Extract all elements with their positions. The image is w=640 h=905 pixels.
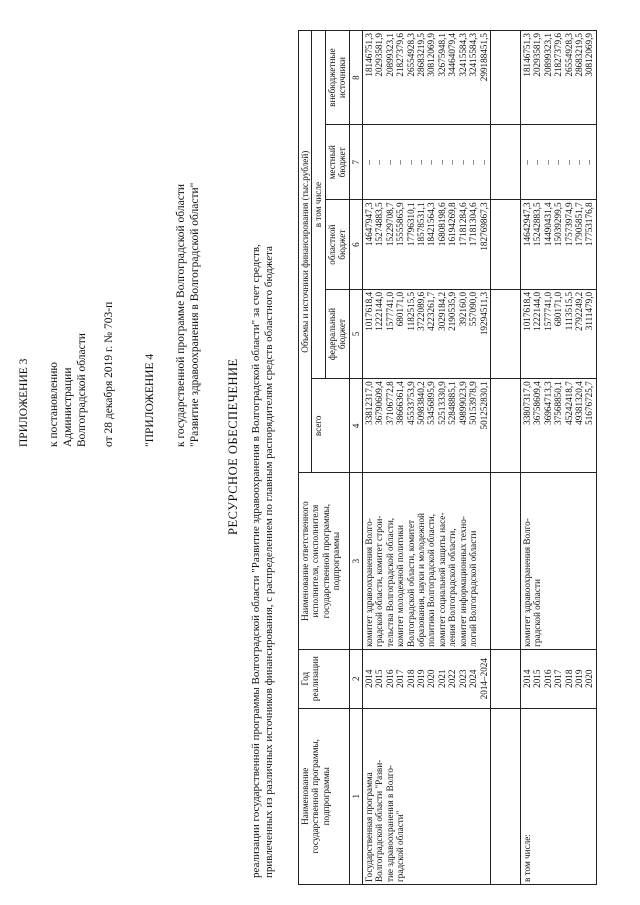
offbudget-cell: 18146751,3 20293581,9 20899323,1 21827379,6 26554928,3 28683219,5 30812069,9 xyxy=(520,31,596,125)
program-name-cell: Государственная программа Волгоградской области "Разви- тие здравоохранения в Волго- градской области" xyxy=(363,708,491,884)
header-offbudget: внебюджетные источники xyxy=(325,31,349,125)
years-cell: 2014 2015 2016 2017 2018 2019 2020 2021 2022 2023 2024 2014–2024 xyxy=(363,649,491,708)
federal-cell: 1017618,4 1222144,0 1577741,0 680171,0 1182515,5 3722089,6 4223261,7 3029184,2 2190535,9 392160,0 557090,0 19294511,3 xyxy=(363,289,491,378)
column-number: 7 xyxy=(349,125,362,200)
column-number: 2 xyxy=(349,649,362,708)
total-cell: 33812317,0 36790609,4 37106772,8 38666361,4 45533753,9 50983840,2 53456895,9 52513330,9 52848885,1 49899023,9 50153978,9 501252830,1 xyxy=(363,379,491,473)
header-executor: Наименование ответственного исполнителя, соисполнителя государственной программы, подпрограммы xyxy=(299,473,350,649)
to-resolution-label: к постановлению xyxy=(48,362,60,447)
column-number: 5 xyxy=(349,289,362,378)
resolution-date: от 28 декабря 2019 г. № 703-п xyxy=(103,301,115,447)
spacer-row xyxy=(490,31,520,885)
years-cell: 2014 2015 2016 2017 2018 2019 2020 xyxy=(520,649,596,708)
header-year: Год реализации xyxy=(299,649,350,708)
header-local: местный бюджет xyxy=(325,125,349,200)
column-number: 8 xyxy=(349,31,362,125)
header-total: всего xyxy=(312,379,349,473)
header-federal: федеральный бюджет xyxy=(325,289,349,378)
administration-label: Администрации xyxy=(62,367,74,447)
total-cell: 33807317,0 36758609,4 36964713,3 37568850,1 45242418,7 49381320,4 51676725,7 xyxy=(520,379,596,473)
column-number: 3 xyxy=(349,473,362,649)
appendix-3-label: ПРИЛОЖЕНИЕ 3 xyxy=(18,358,30,447)
document-subtitle-line1: реализации государственной программы Волгоградской области "Развитие здравоохранения в Волгоградской области" за счет средств, xyxy=(250,244,262,878)
column-number: 1 xyxy=(349,708,362,884)
federal-cell: 1017618,4 1222144,0 1577741,0 680171,0 1113515,5 2792249,2 3111479,0 xyxy=(520,289,596,378)
resource-table xyxy=(298,30,597,885)
program-reference-line2: "Развитие здравоохранения в Волгоградской области" xyxy=(189,182,201,447)
appendix-4-label: "ПРИЛОЖЕНИЕ 4 xyxy=(144,353,156,447)
executor-cell: комитет здравоохранения Волго- градской области, комитет строи- тельства Волгоградской области, комитет молодежной политики Волгоградской области, комитет образования, науки и молодежной политики Волгоградской области, комитет социальной защиты насе- ления Волгоградской области, комитет информационных техно- логий Волгоградской области xyxy=(363,473,491,649)
header-program-name: Наименование государственной программы, подпрограммы xyxy=(299,708,350,884)
program-reference-line1: к государственной программе Волгоградской области xyxy=(175,184,187,447)
header-regional: областной бюджет xyxy=(325,200,349,289)
region-label: Волгоградской области xyxy=(76,333,88,447)
offbudget-cell: 18146751,3 20293581,9 20899323,1 21827379,6 26554928,3 28683219,5 30812069,9 32675948,1 34464079,4 32415584,3 32415584,3 299188451,5 xyxy=(363,31,491,125)
column-number: 4 xyxy=(349,379,362,473)
local-cell: – – – – – – – – – – – – xyxy=(363,125,491,200)
table-row xyxy=(520,31,596,885)
header-including: в том числе xyxy=(312,31,325,379)
header-volumes: Объемы и источники финансирования (тыс.рублей) xyxy=(299,31,312,473)
document-title: РЕСУРСНОЕ ОБЕСПЕЧЕНИЕ xyxy=(226,358,240,535)
regional-cell: 14642947,3 15242883,5 14490431,4 15039299,5 17573974,9 17905851,7 17753176,8 xyxy=(520,200,596,289)
local-cell: – – – – – – – xyxy=(520,125,596,200)
subprogram-name-cell: в том числе: xyxy=(520,708,596,884)
document-subtitle-line2: привлеченных из различных источников финансирования, с распределением по главным распорядителям средств областного бюджета xyxy=(263,246,275,878)
regional-cell: 14647947,3 15274883,5 15229708,7 15555865,9 17796310,1 18578531,1 18421564,3 16808198,6 16194269,8 17181284,6 17181304,6 182769867,3 xyxy=(363,200,491,289)
table-row xyxy=(363,31,491,885)
column-number: 6 xyxy=(349,200,362,289)
executor-cell: комитет здравоохранения Волго- градской области xyxy=(520,473,596,649)
